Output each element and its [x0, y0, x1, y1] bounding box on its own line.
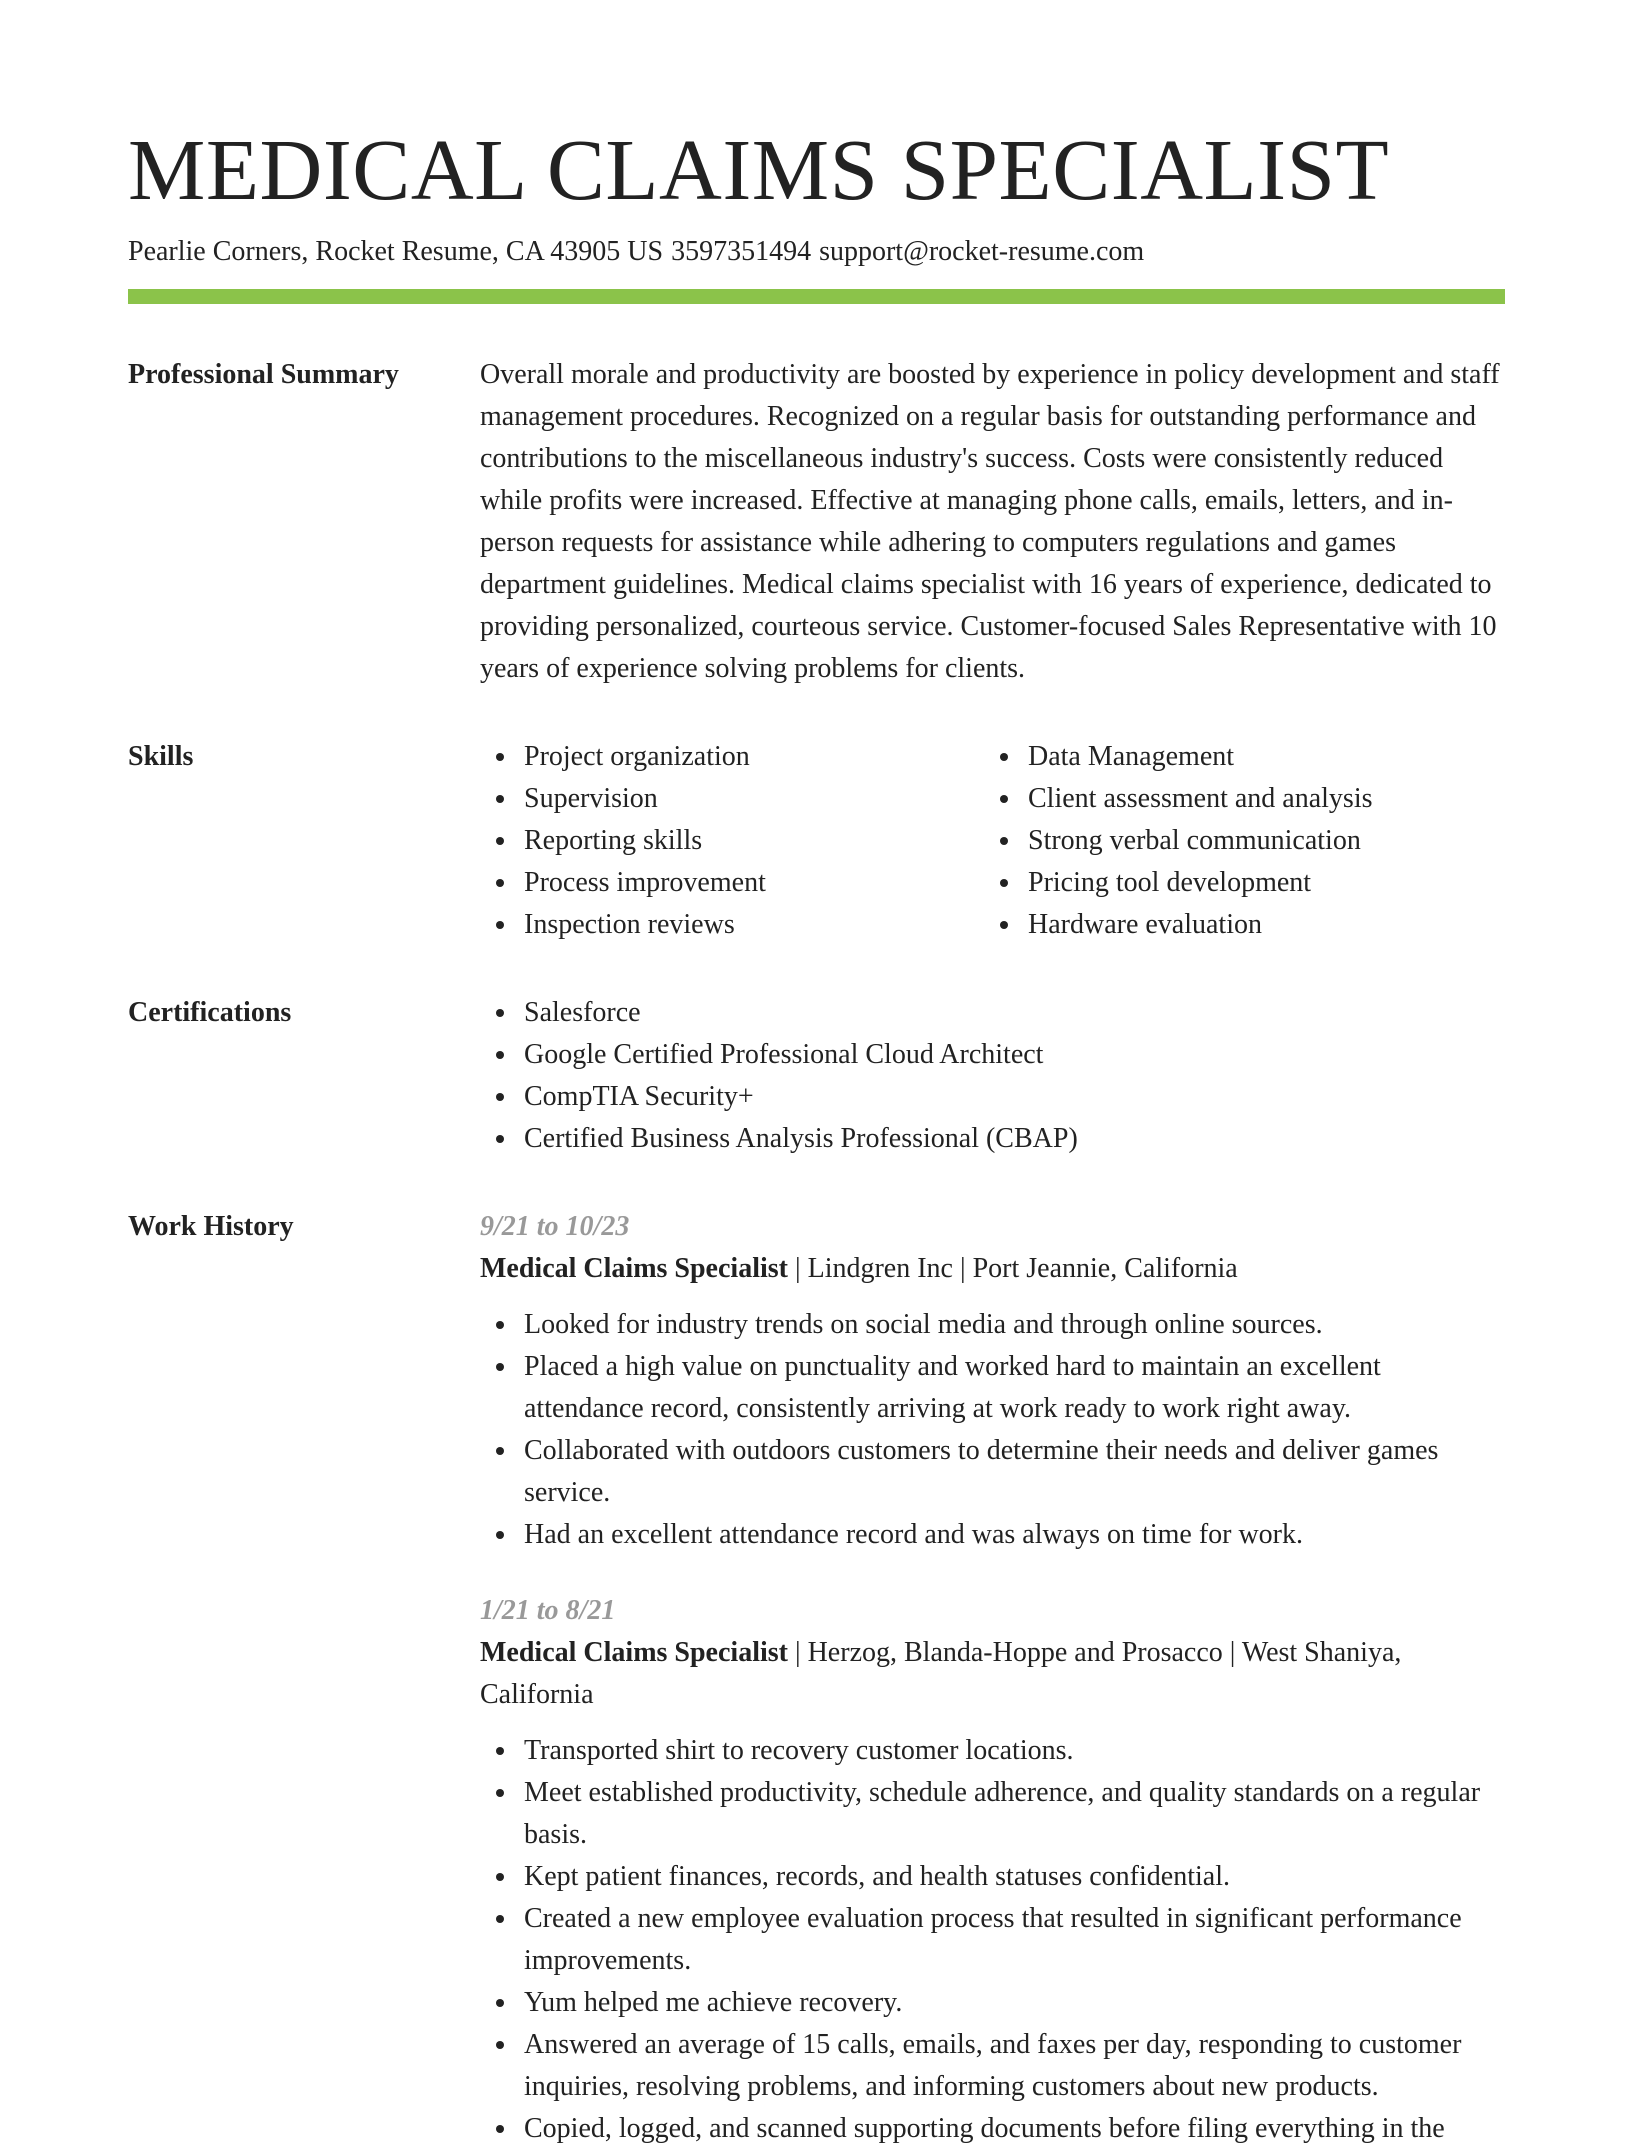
accent-divider — [128, 289, 1505, 304]
skill-item: Strong verbal communication — [1028, 820, 1505, 862]
job-entry — [480, 1206, 1505, 1556]
job-bullet: Had an excellent attendance record and was always on time for work. — [524, 1514, 1505, 1556]
skill-item: Process improvement — [524, 862, 984, 904]
resume-title: MEDICAL CLAIMS SPECIALIST — [128, 121, 1390, 218]
job-heading — [480, 1632, 1505, 1716]
job-bullet: Looked for industry trends on social media and through online sources. — [524, 1304, 1505, 1346]
job-role: Medical Claims Specialist — [480, 1637, 788, 1668]
job-bullet: Answered an average of 15 calls, emails, and faxes per day, responding to customer inquiries, resolving problems, and informing customers about new products. — [524, 2024, 1505, 2108]
contact-line — [128, 234, 1505, 270]
resume-page — [128, 0, 1505, 2150]
certifications-section — [128, 992, 1505, 1160]
skill-item: Supervision — [524, 778, 984, 820]
skills-list-left — [480, 736, 984, 946]
skill-item: Project organization — [524, 736, 984, 778]
certifications-list — [480, 992, 1505, 1160]
job-bullets — [480, 1730, 1505, 2150]
job-bullet: Kept patient finances, records, and health statuses confidential. — [524, 1856, 1505, 1898]
contact-phone: 3597351494 — [671, 236, 812, 267]
skill-item: Pricing tool development — [1028, 862, 1505, 904]
certification-item: Google Certified Professional Cloud Architect — [524, 1034, 1505, 1076]
contact-address: Pearlie Corners, Rocket Resume, CA 43905 US — [128, 236, 664, 267]
work-history-section — [128, 1206, 1505, 2150]
certification-item: Salesforce — [524, 992, 1505, 1034]
certification-item: Certified Business Analysis Professional (CBAP) — [524, 1118, 1505, 1160]
job-dates: 9/21 to 10/23 — [480, 1211, 630, 1242]
job-bullet: Meet established productivity, schedule adherence, and quality standards on a regular basis. — [524, 1772, 1505, 1856]
job-bullets — [480, 1304, 1505, 1556]
job-bullet: Yum helped me achieve recovery. — [524, 1982, 1505, 2024]
certification-item: CompTIA Security+ — [524, 1076, 1505, 1118]
section-heading-summary: Professional Summary — [128, 359, 399, 390]
job-heading — [480, 1248, 1505, 1290]
job-dates: 1/21 to 8/21 — [480, 1595, 616, 1626]
section-heading-certifications: Certifications — [128, 997, 292, 1028]
summary-section — [128, 354, 1505, 690]
skill-item: Hardware evaluation — [1028, 904, 1505, 946]
summary-text: Overall morale and productivity are boosted by experience in policy development and staff management procedures. Recognized on a regular basis for outstanding performance and contributions to the miscellaneous industry's success. Costs were consistently reduced while profits were increased. Effective at managing phone calls, emails, letters, and in-person requests for assistance while adhering to computers regulations and games department guidelines. Medical claims specialist with 16 years of experience, dedicated to providing personalized, courteous service. Customer-focused Sales Representative with 10 years of experience solving problems for clients. — [480, 359, 1500, 684]
contact-email: support@rocket-resume.com — [819, 236, 1145, 267]
job-bullet: Created a new employee evaluation process that resulted in significant performance improvements. — [524, 1898, 1505, 1982]
job-bullet: Collaborated with outdoors customers to determine their needs and deliver games service. — [524, 1430, 1505, 1514]
job-entry — [480, 1590, 1505, 2150]
section-heading-skills: Skills — [128, 741, 194, 772]
skill-item: Data Management — [1028, 736, 1505, 778]
section-heading-work-history: Work History — [128, 1211, 294, 1242]
job-details: | Lindgren Inc | Port Jeannie, California — [787, 1253, 1238, 1284]
skills-section — [128, 736, 1505, 946]
job-details: | Herzog, Blanda-Hoppe and Prosacco | West Shaniya, California — [480, 1637, 1402, 1710]
job-bullet: Placed a high value on punctuality and worked hard to maintain an excellent attendance record, consistently arriving at work ready to work right away. — [524, 1346, 1505, 1430]
job-bullet: Transported shirt to recovery customer locations. — [524, 1730, 1505, 1772]
skill-item: Client assessment and analysis — [1028, 778, 1505, 820]
job-bullet: Copied, logged, and scanned supporting documents before filing everything in the — [524, 2108, 1505, 2150]
skill-item: Reporting skills — [524, 820, 984, 862]
job-role: Medical Claims Specialist — [480, 1253, 788, 1284]
skill-item: Inspection reviews — [524, 904, 984, 946]
skills-list-right — [984, 736, 1505, 946]
